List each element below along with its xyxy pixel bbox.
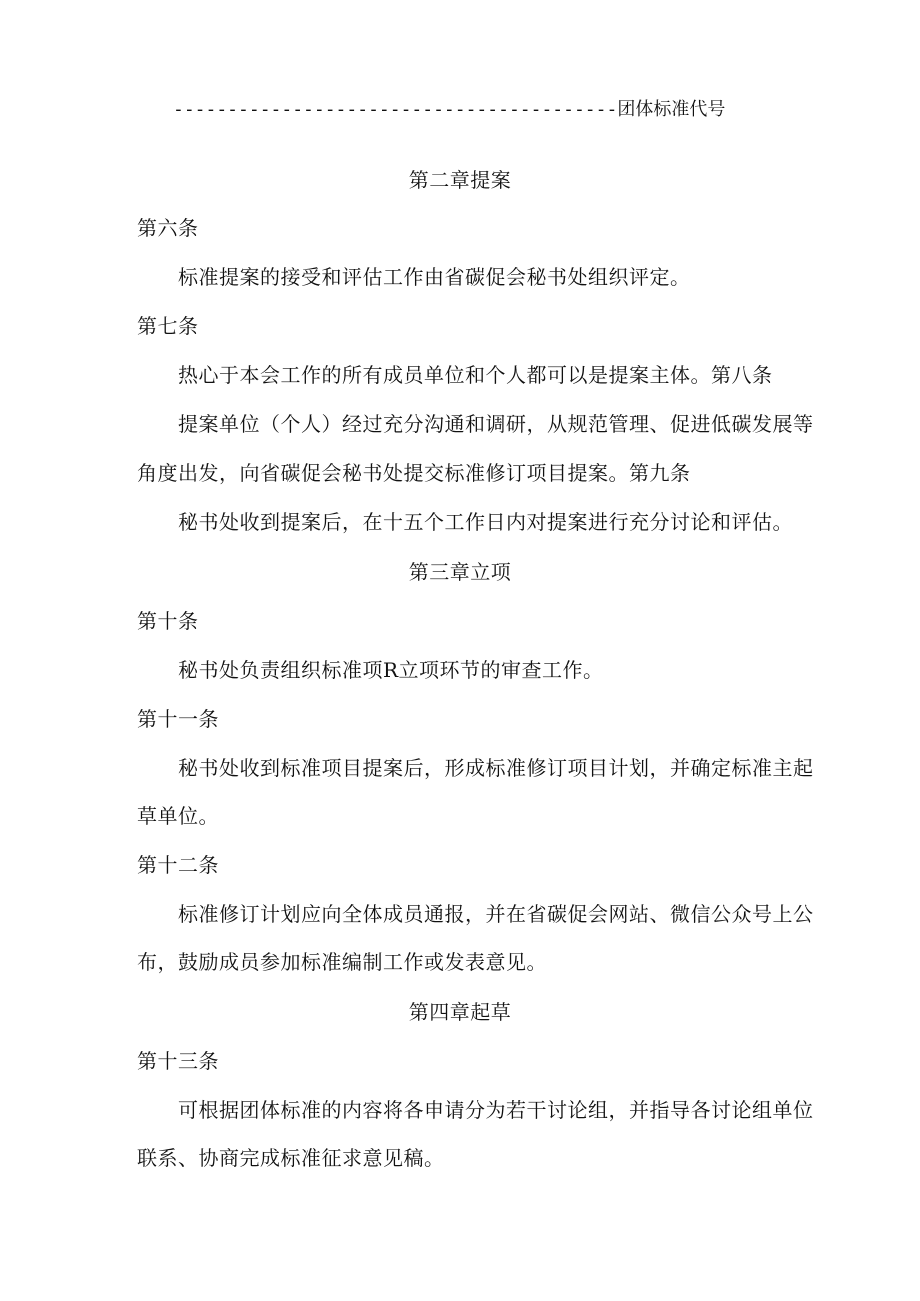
article-12-text-line-2: 布，鼓励成员参加标准编制工作或发表意见。 [137,950,547,974]
article-8-text-line-2: 角度出发，向省碳促会秘书处提交标准修订项目提案。第九条 [137,461,691,485]
article-8-text-line-1: 提案单位（个人）经过充分沟通和调研，从规范管理、促进低碳发展等 [178,412,814,436]
article-7-heading: 第七条 [137,314,199,338]
article-9-text: 秘书处收到提案后，在十五个工作日内对提案进行充分讨论和评估。 [178,510,793,534]
article-7-text: 热心于本会工作的所有成员单位和个人都可以是提案主体。第八条 [178,363,773,387]
article-10-text: 秘书处负责组织标准项R立项环节的审查工作。 [178,658,604,682]
article-13-heading: 第十三条 [137,1049,219,1073]
article-10-heading: 第十条 [137,609,199,633]
standard-code-line: -----------------------------------------团体标准代号 [173,99,726,120]
chapter-3-title: 第三章立项 [408,560,512,584]
chapter-2-title: 第二章提案 [408,168,512,192]
chapter-4-title: 第四章起草 [408,1000,512,1024]
article-11-text-line-1: 秘书处收到标准项目提案后，形成标准修订项目计划，并确定标准主起 [178,756,814,780]
article-12-text-line-1: 标准修订计划应向全体成员通报，并在省碳促会网站、微信公众号上公 [178,902,814,926]
article-13-text-line-2: 联系、协商完成标准征求意见稿。 [137,1146,445,1170]
article-13-text-line-1: 可根据团体标准的内容将各申请分为若干讨论组，并指导各讨论组单位 [178,1098,814,1122]
article-12-heading: 第十二条 [137,853,219,877]
article-6-heading: 第六条 [137,216,199,240]
article-6-text: 标准提案的接受和评估工作由省碳促会秘书处组织评定。 [178,265,691,289]
article-11-heading: 第十一条 [137,707,219,731]
article-11-text-line-2: 草单位。 [137,804,219,828]
